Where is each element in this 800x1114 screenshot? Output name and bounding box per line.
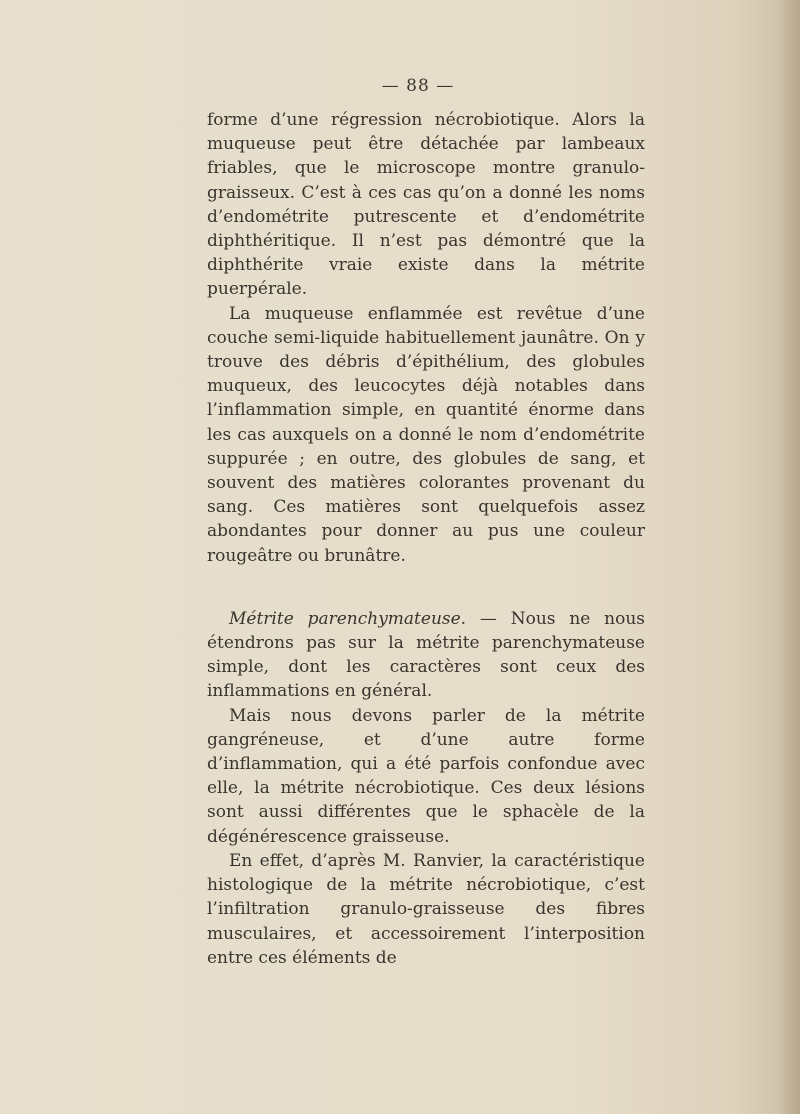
body-text bbox=[207, 108, 645, 970]
section-heading: Métrite parenchymateuse. bbox=[229, 608, 467, 629]
paragraph-4: Mais nous devons parler de la métrite gangréneuse, et d’une autre forme d’inflammation, qui a été parfois confondue avec elle, la métrite nécrobiotique. Ces deux lésions sont aussi différentes que le sphacèle de la dégénérescence graisseuse. bbox=[207, 705, 645, 847]
section-gap bbox=[207, 568, 645, 607]
page-spine-shadow bbox=[778, 0, 800, 1114]
paragraph-1: forme d’une régression nécrobiotique. Alors la muqueuse peut être détachée par lambeaux friables, que le microscope montre granulo-graisseux. C’est à ces cas qu’on a donné les noms d’endométrite putrescente et d’endométrite diphthéritique. Il n’est pas démontré que la diphthérite vraie existe dans la métrite puerpérale. bbox=[207, 110, 645, 300]
paragraph-5: En effet, d’après M. Ranvier, la caractéristique histologique de la métrite nécrobiotique, c’est l’infiltration granulo-graisseuse des fibres musculaires, et accessoirement l’interposition entre ces éléments de bbox=[207, 850, 645, 968]
paragraph-3 bbox=[207, 607, 645, 704]
paragraph-3-text: — Nous ne nous étendrons pas sur la métrite parenchymateuse simple, dont les caractères sont ceux des inflammations en général. bbox=[207, 608, 646, 702]
paragraph-2: La muqueuse enflammée est revêtue d’une couche semi-liquide habituellement jaunâtre. On y trouve des débris d’épithélium, des globules muqueux, des leucocytes déjà notables dans l’inflammation simple, en quantité énorme dans les cas auxquels on a donné le nom d’endométrite suppurée ; en outre, des globules de sang, et souvent des matières colorantes provenant du sang. Ces matières sont quelquefois assez abondantes pour donner au pus une couleur rougeâtre ou brunâtre. bbox=[207, 303, 645, 566]
page-number: — 88 — bbox=[381, 76, 455, 96]
